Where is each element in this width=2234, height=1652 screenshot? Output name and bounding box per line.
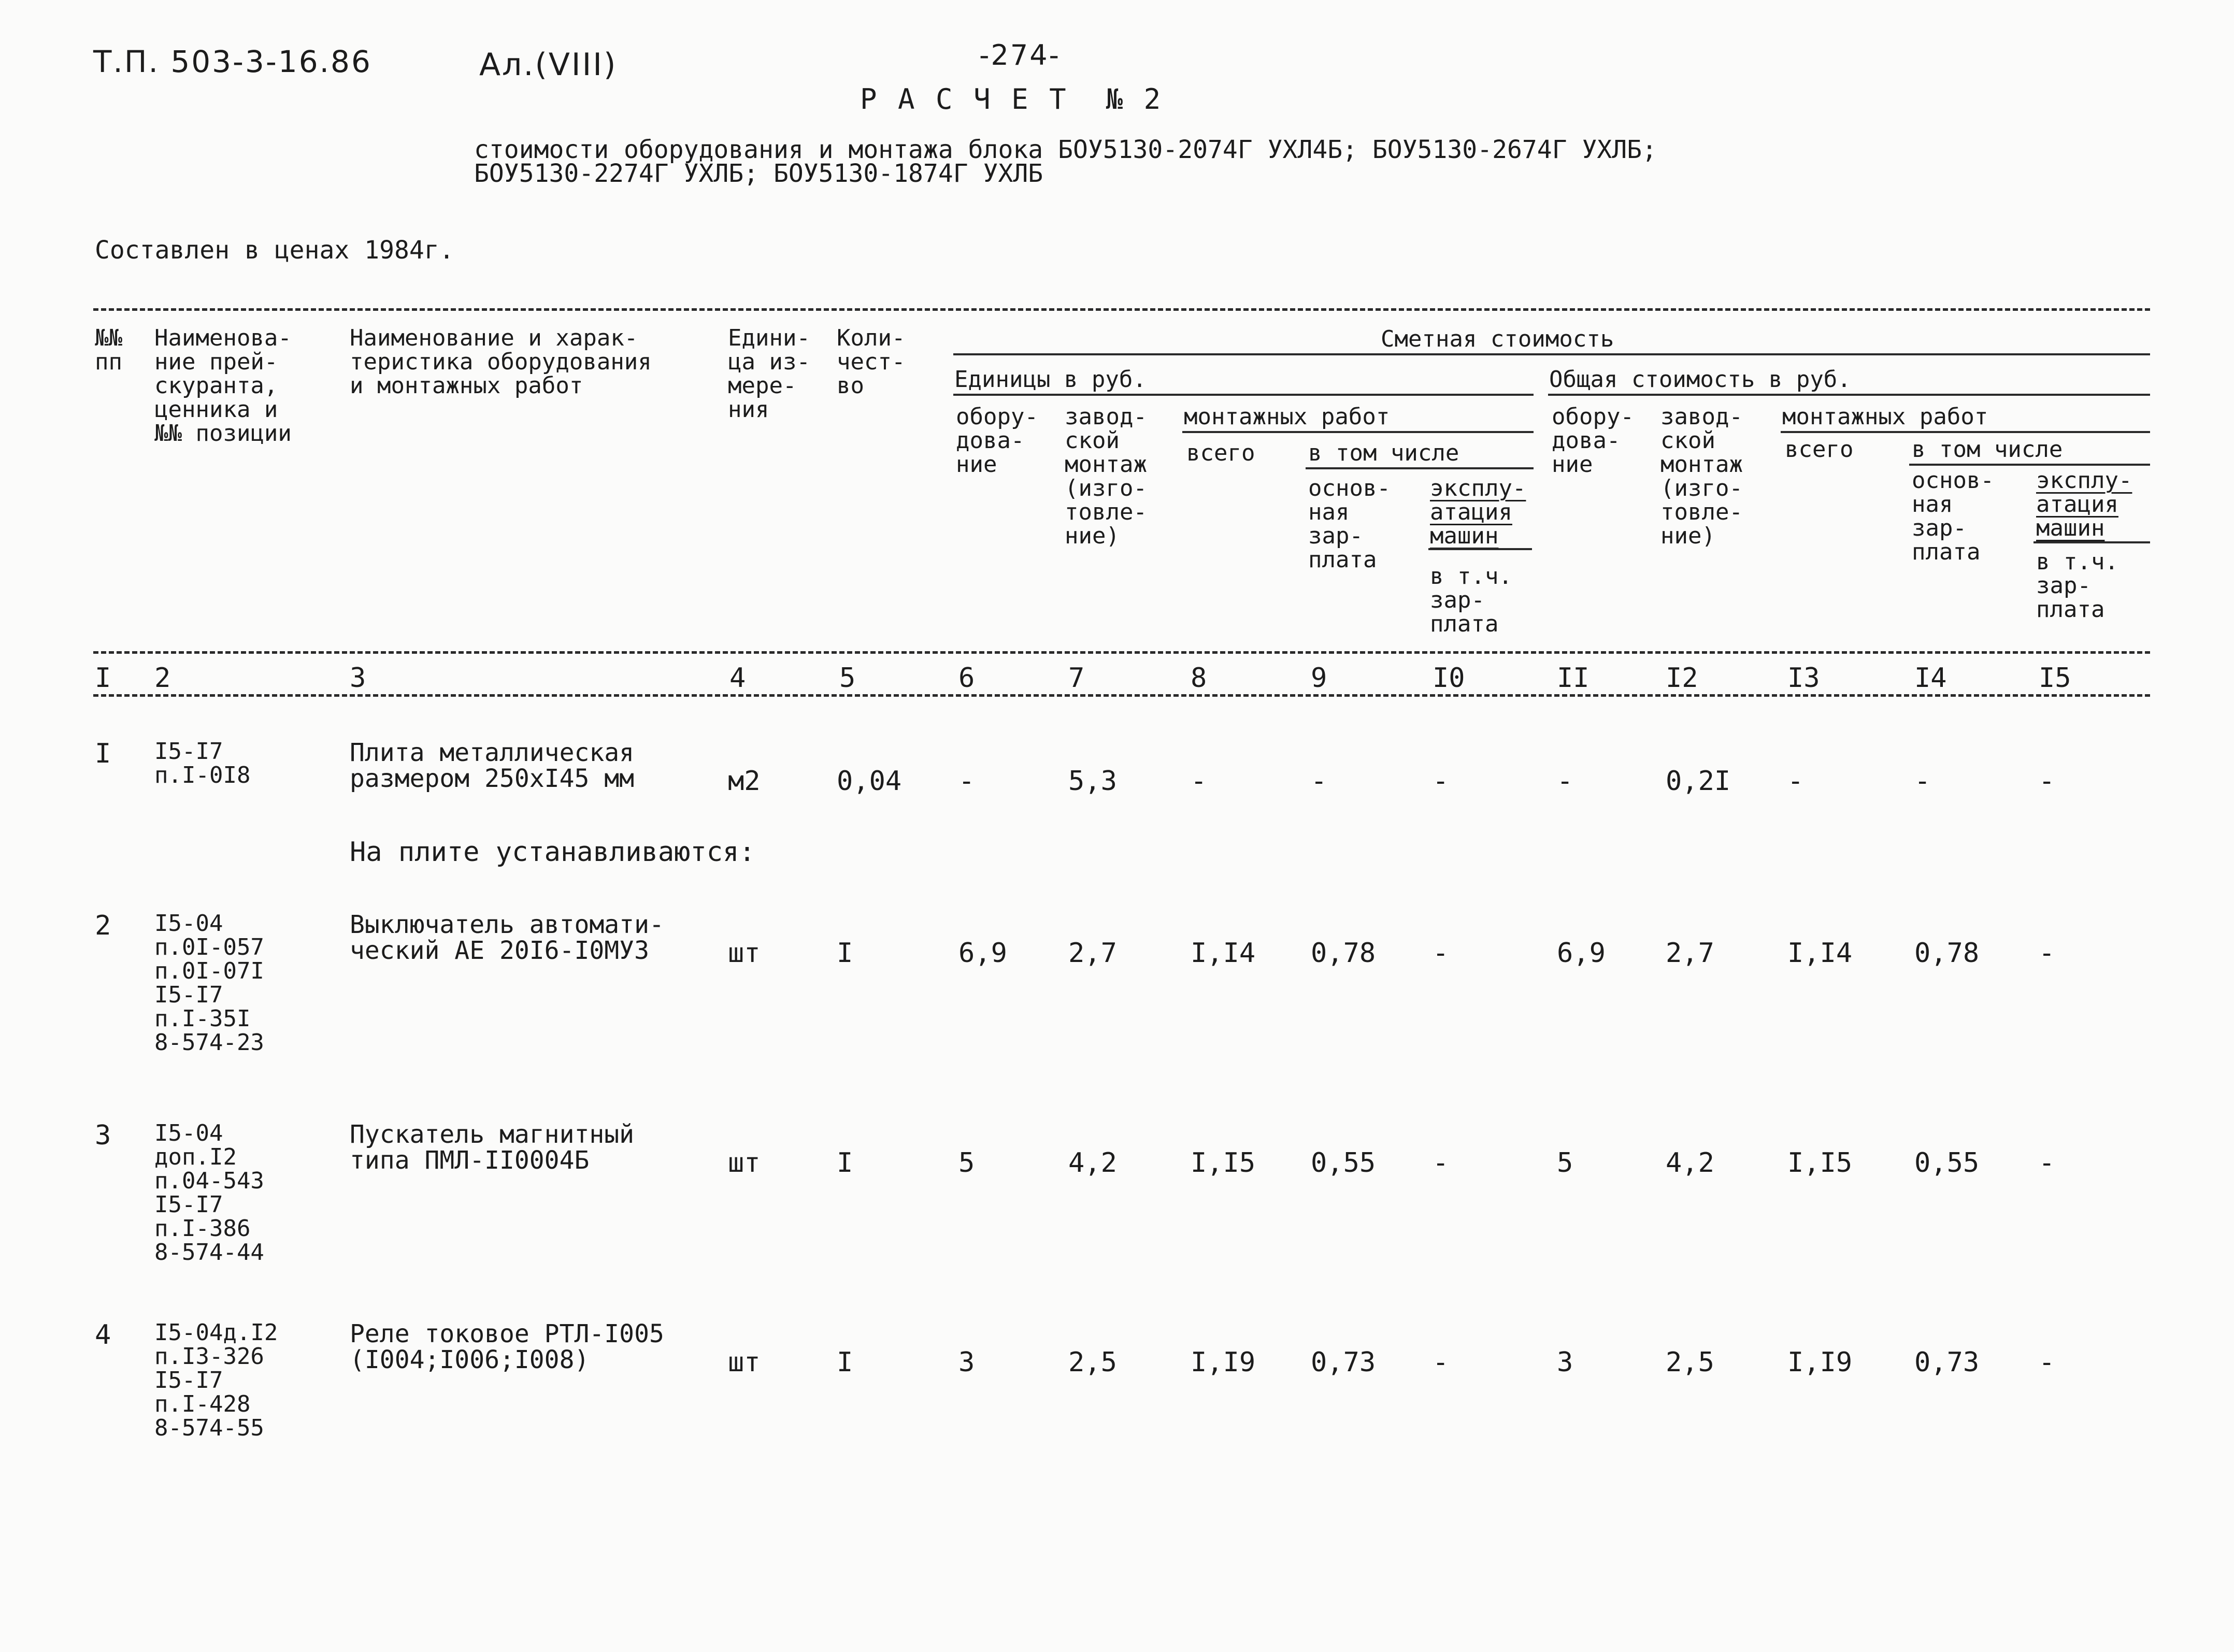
row-number: 2: [95, 910, 111, 941]
row-value-col12: 4,2: [1666, 1147, 1714, 1179]
colnum-6: 6: [958, 663, 975, 694]
row-value-col7: 2,7: [1068, 938, 1117, 969]
row-pricelist-code: I5-04 доп.I2 п.04-543 I5-I7 п.I-386 8-574-44: [154, 1120, 264, 1266]
rule-incl-total: [1909, 464, 2150, 466]
row-number: 4: [95, 1319, 111, 1351]
row-pricelist-code: I5-I7 п.I-0I8: [154, 738, 251, 788]
row-value-col6: -: [958, 766, 975, 797]
header-bottom-border: [93, 651, 2150, 654]
colnum-11: II: [1557, 663, 1589, 694]
header-name: Наименование и харак- теристика оборудования и монтажных работ: [350, 325, 652, 399]
row-unit: шт: [728, 1347, 761, 1378]
row-value-col14: 0,78: [1914, 938, 1980, 969]
row-value-col11: -: [1557, 766, 1573, 797]
mounted-note: На плите устанавливаются:: [350, 837, 755, 868]
colnum-4: 4: [729, 663, 746, 694]
header-incl-salary-total: в т.ч. зар- плата: [2036, 549, 2118, 623]
header-base-salary-total: основ- ная зар- плата: [1912, 467, 1994, 565]
album-number: Ал.(VIII): [479, 47, 618, 83]
row-value-col7: 2,5: [1068, 1347, 1117, 1378]
row-value-col12: 2,7: [1666, 938, 1714, 969]
row-value-col10: -: [1433, 1347, 1449, 1378]
row-value-col13: I,I4: [1787, 938, 1853, 969]
row-value-col8: -: [1191, 766, 1207, 797]
header-unit-price: Единицы в руб.: [954, 366, 1147, 393]
row-value-col10: -: [1433, 938, 1449, 969]
row-number: I: [95, 738, 111, 769]
document-code: Т.П. 503-3-16.86: [93, 44, 372, 79]
header-equipment-unit: обору- дова- ние: [956, 404, 1038, 478]
header-factory-unit: завод- ской монтаж (изго- товле- ние): [1065, 404, 1147, 549]
page-title: Р А С Ч Е Т № 2: [860, 83, 1163, 116]
row-value-col13: I,I5: [1787, 1147, 1853, 1179]
row-unit: м2: [728, 766, 761, 797]
colnum-bottom-border: [93, 694, 2150, 697]
row-item-name: Реле токовое РТЛ-I005 (I004;I006;I008): [350, 1319, 664, 1374]
page-number: -274-: [979, 39, 1061, 71]
row-value-col6: 6,9: [958, 938, 1007, 969]
row-value-col15: -: [2039, 766, 2055, 797]
row-value-col13: I,I9: [1787, 1347, 1853, 1378]
row-value-col9: -: [1311, 766, 1327, 797]
row-value-col6: 3: [958, 1347, 975, 1378]
header-mount-unit: монтажных работ: [1184, 404, 1390, 430]
row-item-name: Пускатель магнитный типа ПМЛ-II0004Б: [350, 1120, 635, 1175]
colnum-2: 2: [154, 663, 171, 694]
row-value-col10: -: [1433, 1147, 1449, 1179]
colnum-5: 5: [839, 663, 856, 694]
header-pricelist: Наименова- ние прей- скуранта, ценника и №№ позиции: [154, 325, 292, 447]
row-value-col15: -: [2039, 938, 2055, 969]
header-base-salary-unit: основ- ная зар- плата: [1308, 475, 1391, 573]
row-value-col8: I,I9: [1191, 1347, 1256, 1378]
price-note: Составлен в ценах 1984г.: [95, 236, 454, 265]
header-mount-total: монтажных работ: [1782, 404, 1988, 430]
row-value-col13: -: [1787, 766, 1804, 797]
subtitle-line-2: БОУ5130-2274Г УХЛБ; БОУ5130-1874Г УХЛБ: [474, 159, 1043, 188]
row-value-col7: 5,3: [1068, 766, 1117, 797]
row-unit: шт: [728, 938, 761, 969]
rule-smetnaya: [953, 353, 2150, 355]
header-all-total: всего: [1785, 436, 1854, 463]
row-value-col9: 0,73: [1311, 1347, 1376, 1378]
rule-mount-total: [1781, 431, 2150, 433]
row-item-name: Выключатель автомати- ческий АЕ 20I6-I0МУ3: [350, 910, 664, 965]
row-value-col10: -: [1433, 766, 1449, 797]
header-incl-unit: в том числе: [1308, 440, 1459, 466]
rule-machine-unit: [1428, 548, 1532, 550]
row-value-col9: 0,78: [1311, 938, 1376, 969]
row-value-col6: 5: [958, 1147, 975, 1179]
row-value-col11: 5: [1557, 1147, 1573, 1179]
header-incl-total: в том числе: [1912, 436, 2063, 463]
row-value-col14: 0,73: [1914, 1347, 1980, 1378]
row-quantity: I: [837, 1347, 853, 1378]
colnum-9: 9: [1311, 663, 1327, 694]
row-pricelist-code: I5-04 п.0I-057 п.0I-07I I5-I7 п.I-35I 8-574-23: [154, 910, 264, 1056]
colnum-8: 8: [1191, 663, 1207, 694]
header-all-unit: всего: [1186, 440, 1255, 466]
colnum-1: I: [95, 663, 111, 694]
row-pricelist-code: I5-04д.I2 п.I3-326 I5-I7 п.I-428 8-574-55: [154, 1319, 278, 1441]
row-value-col8: I,I5: [1191, 1147, 1256, 1179]
header-incl-salary-unit: в т.ч. зар- плата: [1430, 563, 1512, 637]
row-value-col11: 3: [1557, 1347, 1573, 1378]
colnum-13: I3: [1787, 663, 1820, 694]
row-quantity: 0,04: [837, 766, 902, 797]
header-total-price: Общая стоимость в руб.: [1549, 366, 1851, 393]
row-value-col14: 0,55: [1914, 1147, 1980, 1179]
row-quantity: I: [837, 938, 853, 969]
colnum-12: I2: [1666, 663, 1698, 694]
table-top-border: [93, 308, 2150, 311]
header-machine-unit: эксплу- атация машин: [1430, 475, 1526, 549]
rule-total-price: [1548, 394, 2150, 396]
header-equipment-total: обору- дова- ние: [1552, 404, 1634, 478]
row-value-col15: -: [2039, 1347, 2055, 1378]
subtitle-line-1: стоимости оборудования и монтажа блока БОУ5130-2074Г УХЛ4Б; БОУ5130-2674Г УХЛБ;: [474, 135, 1657, 164]
row-quantity: I: [837, 1147, 853, 1179]
colnum-7: 7: [1068, 663, 1085, 694]
header-num: №№ пп: [95, 325, 122, 375]
row-item-name: Плита металлическая размером 250хI45 мм: [350, 738, 635, 793]
header-machine-total: эксплу- атация машин: [2036, 467, 2132, 541]
colnum-10: I0: [1433, 663, 1465, 694]
colnum-3: 3: [350, 663, 366, 694]
row-unit: шт: [728, 1147, 761, 1179]
rule-incl-unit: [1306, 467, 1534, 469]
header-smetnaya: Сметная стоимость: [1381, 326, 1614, 352]
row-value-col11: 6,9: [1557, 938, 1606, 969]
row-value-col7: 4,2: [1068, 1147, 1117, 1179]
row-value-col8: I,I4: [1191, 938, 1256, 969]
row-value-col12: 0,2I: [1666, 766, 1731, 797]
rule-mount-unit: [1182, 431, 1534, 433]
row-value-col12: 2,5: [1666, 1347, 1714, 1378]
row-value-col14: -: [1914, 766, 1931, 797]
row-value-col9: 0,55: [1311, 1147, 1376, 1179]
header-qty: Коли- чест- во: [837, 325, 906, 399]
colnum-14: I4: [1914, 663, 1947, 694]
row-number: 3: [95, 1120, 111, 1151]
header-unit: Едини- ца из- мере- ния: [728, 325, 810, 423]
rule-machine-total: [2033, 541, 2150, 543]
header-factory-total: завод- ской монтаж (изго- товле- ние): [1660, 404, 1743, 549]
row-value-col15: -: [2039, 1147, 2055, 1179]
rule-unit-price: [953, 394, 1534, 396]
colnum-15: I5: [2039, 663, 2071, 694]
